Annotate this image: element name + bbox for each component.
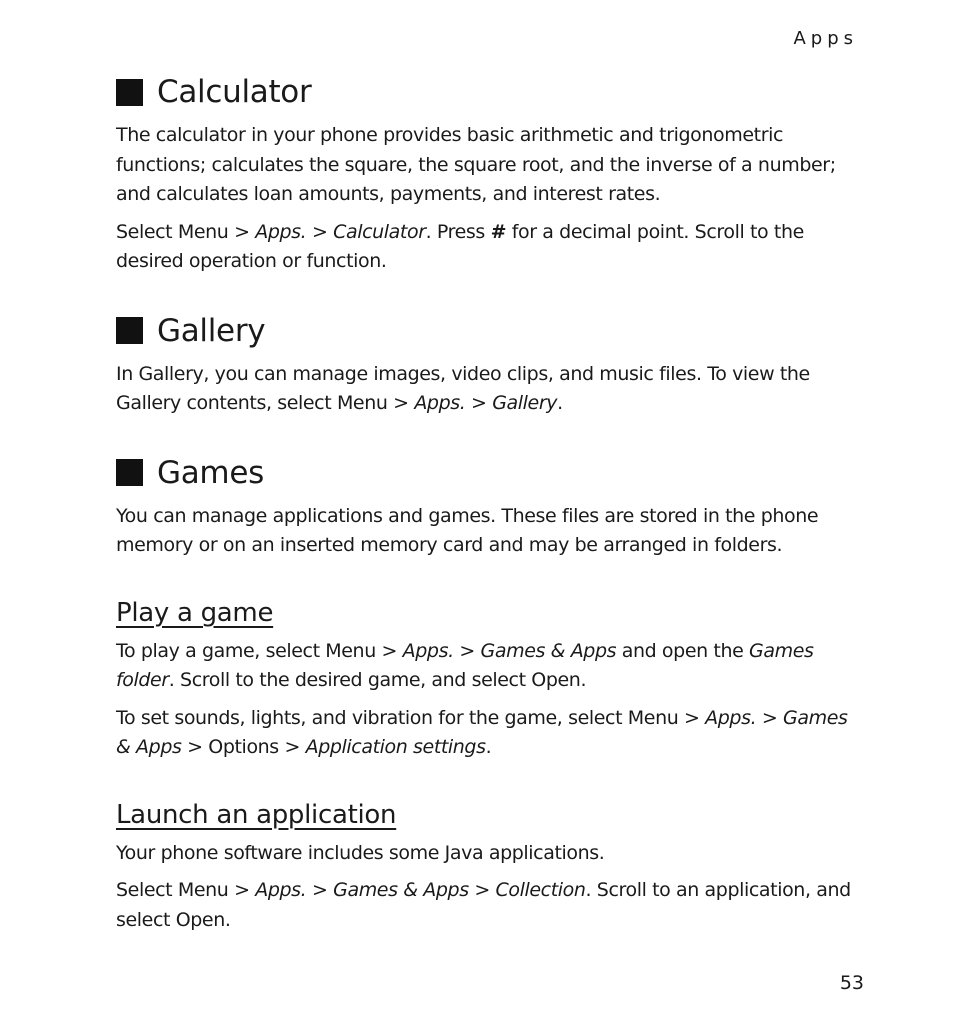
games-apps-term: Games & Apps [116, 706, 848, 758]
gallery-term: Gallery [492, 392, 558, 414]
application-settings-term: Application settings [305, 736, 486, 758]
games-description: You can manage applications and games. These files are stored in the phone memory or on an inserted memory card and may be arranged in folders. [116, 504, 819, 556]
subheading-play-a-game: Play a game [116, 597, 274, 628]
running-header: Apps [793, 28, 858, 49]
launch-app-description: Your phone software includes some Java applications. [116, 841, 605, 864]
apps-term: Apps. [255, 879, 307, 901]
options-term: Options [208, 736, 279, 758]
games-apps-term: Games & Apps [333, 879, 469, 901]
page-content [116, 72, 864, 935]
square-bullet-icon [116, 79, 143, 106]
calculator-term: Calculator [333, 220, 426, 243]
menu-term: Menu [336, 392, 388, 414]
calculator-description: The calculator in your phone provides basic arithmetic and trigonometric functions; calculates the square, the square root, and the inverse of a number; and calculates loan amounts, payments, and interest rates. [116, 124, 836, 205]
heading-gallery [116, 311, 864, 351]
menu-term: Menu [325, 639, 376, 662]
page-number: 53 [839, 972, 864, 994]
hash-key: # [490, 220, 507, 243]
menu-term: Menu [627, 706, 679, 729]
apps-term: Apps. [414, 392, 466, 414]
open-term: Open [175, 908, 225, 931]
calculator-instructions: Select Menu > Apps. > Calculator. Press # for a decimal point. Scroll to the desired operation or function. [116, 220, 804, 272]
heading-games [116, 453, 864, 493]
gallery-description: In Gallery, you can manage images, video clips, and music files. To view the Gallery contents, select Menu > Apps. > Gallery. [116, 362, 810, 414]
games-apps-term: Games & Apps [480, 639, 617, 662]
apps-term: Apps. [255, 220, 307, 243]
collection-term: Collection [495, 879, 586, 901]
heading-gallery-text: Gallery [157, 312, 266, 349]
heading-games-text: Games [157, 454, 264, 491]
launch-app-instructions: Select Menu > Apps. > Games & Apps > Collection. Scroll to an application, and select Open. [116, 879, 851, 931]
square-bullet-icon [116, 459, 143, 486]
play-game-instructions: To play a game, select Menu > Apps. > Games & Apps and open the Games folder. Scroll to the desired game, and select Open. [116, 639, 814, 691]
subheading-launch-application: Launch an application [116, 799, 397, 830]
games-folder-term: Games folder [116, 639, 814, 691]
heading-calculator [116, 72, 864, 112]
square-bullet-icon [116, 317, 143, 344]
heading-calculator-text: Calculator [157, 74, 312, 110]
apps-term: Apps. [402, 639, 454, 662]
open-term: Open [531, 669, 581, 691]
game-settings-instructions: To set sounds, lights, and vibration for the game, select Menu > Apps. > Games & Apps > Options > Application settings. [116, 706, 848, 758]
menu-term: Menu [177, 220, 229, 243]
apps-term: Apps. [705, 706, 757, 729]
menu-term: Menu [177, 879, 229, 901]
